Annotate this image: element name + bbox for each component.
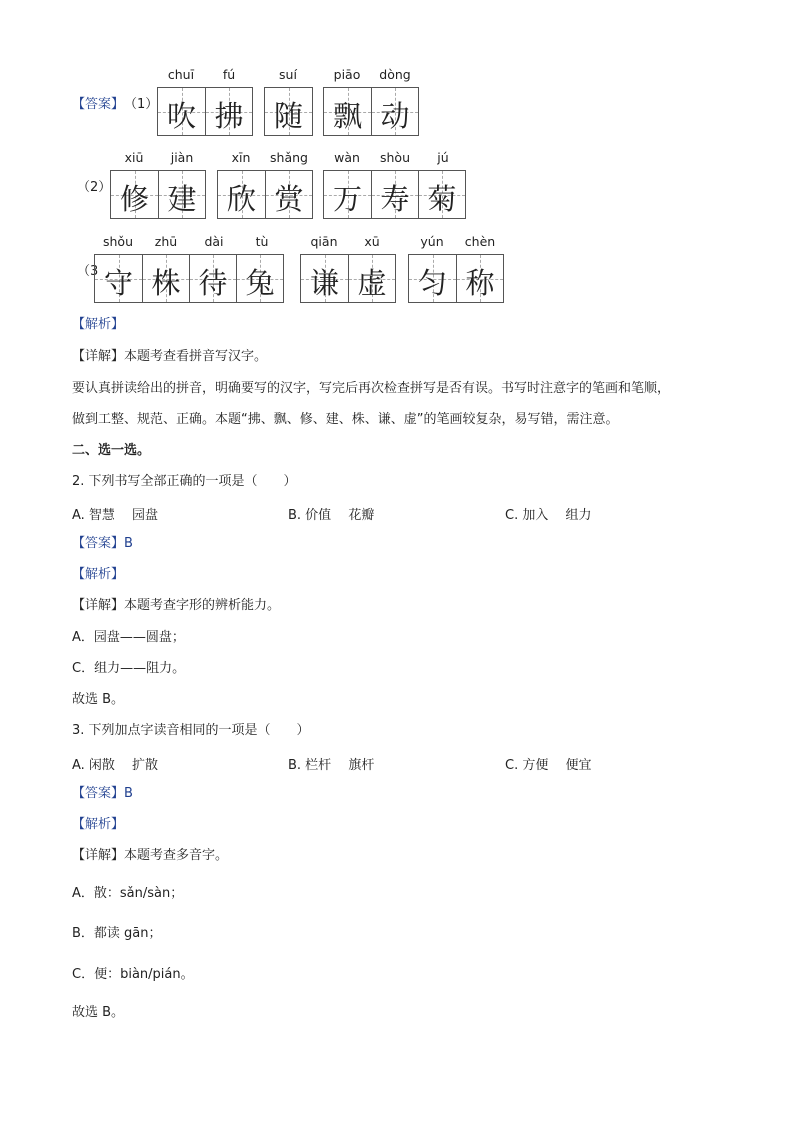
char-cell [371, 171, 418, 218]
char-cell [158, 88, 205, 135]
hanzi: 匀 [417, 266, 447, 300]
q3-conclusion: 故选 B。 [72, 1005, 125, 1020]
pinyin-label: shǒu [102, 234, 133, 249]
char-cell [348, 255, 395, 302]
pinyin-label: dòng [379, 67, 411, 82]
q3-option-a: A. 闲散 扩散 [72, 758, 159, 773]
pinyin-label: jiàn [170, 150, 194, 165]
answer-3: 【答案】B [72, 786, 133, 801]
char-cell [142, 255, 189, 302]
char-cell [95, 255, 142, 302]
q3-option-c: C. 方便 便宜 [505, 758, 592, 773]
hanzi: 建 [167, 182, 197, 216]
pinyin-label: chèn [464, 234, 496, 249]
pinyin-label: shòu [379, 150, 410, 165]
hanzi: 动 [380, 99, 410, 133]
q2-line-1: A．园盘——圆盘； [72, 630, 185, 645]
char-cell [324, 88, 371, 135]
pinyin-label: qiān [310, 234, 338, 249]
char-cell [324, 171, 371, 218]
pinyin-label: suí [279, 67, 297, 82]
q2-option-b: B. 价值 花瓣 [288, 508, 375, 523]
hanzi: 欣 [226, 182, 256, 216]
hanzi: 菊 [427, 182, 457, 216]
hanzi: 待 [198, 266, 228, 300]
paragraph-2: 做到工整、规范、正确。本题“拂、飘、修、建、株、谦、虚”的笔画较复杂，易写错，需注意。 [72, 412, 619, 427]
answer-2: 【答案】B [72, 536, 133, 551]
detail-1: 【详解】本题考查看拼音写汉字。 [72, 349, 268, 364]
q2-conclusion: 故选 B。 [72, 692, 125, 707]
hanzi: 株 [151, 266, 181, 300]
answer-item-number: （2） [77, 180, 112, 195]
hanzi: 称 [465, 266, 495, 300]
word-grid [300, 254, 396, 303]
word-grid [94, 254, 284, 303]
section-title-2: 二、选一选。 [72, 443, 151, 458]
hanzi: 寿 [380, 182, 410, 216]
pinyin-label: shǎng [270, 150, 308, 165]
answer-label-1: 【答案】 [72, 97, 125, 112]
char-cell [418, 171, 465, 218]
question-3: 3. 下列加点字读音相同的一项是（ ） [72, 723, 310, 738]
char-cell [265, 88, 312, 135]
word-grid [408, 254, 504, 303]
hanzi: 随 [273, 99, 303, 133]
word-grid [323, 87, 419, 136]
hanzi: 虚 [357, 266, 387, 300]
word-grid [157, 87, 253, 136]
analysis-label-1: 【解析】 [72, 317, 125, 332]
pinyin-label: zhū [154, 234, 178, 249]
char-cell [218, 171, 265, 218]
pinyin-label: chuī [167, 67, 195, 82]
detail-2: 【详解】本题考查字形的辨析能力。 [72, 598, 281, 613]
word-grid [323, 170, 466, 219]
char-cell [301, 255, 348, 302]
hanzi: 守 [103, 266, 133, 300]
pinyin-label: wàn [334, 150, 360, 165]
pinyin-label: dài [204, 234, 224, 249]
q3-option-b: B. 栏杆 旗杆 [288, 758, 375, 773]
hanzi: 飘 [332, 99, 362, 133]
hanzi: 谦 [309, 266, 339, 300]
q2-option-c: C. 加入 组力 [505, 508, 592, 523]
q3-line-3: C．便：biàn/pián。 [72, 967, 194, 982]
analysis-label-3: 【解析】 [72, 817, 125, 832]
q3-line-1: A．散：sǎn/sàn； [72, 886, 184, 901]
word-grid [264, 87, 313, 136]
detail-3: 【详解】本题考查多音字。 [72, 848, 229, 863]
char-cell [111, 171, 158, 218]
word-grid [110, 170, 206, 219]
answer-item-number: （3 [77, 264, 99, 279]
pinyin-label: yún [420, 234, 444, 249]
answer-item-number: （1） [124, 97, 159, 112]
q2-option-a: A. 智慧 园盘 [72, 508, 159, 523]
hanzi: 万 [332, 182, 362, 216]
hanzi: 赏 [274, 182, 304, 216]
char-cell [158, 171, 205, 218]
char-cell [265, 171, 312, 218]
char-cell [456, 255, 503, 302]
pinyin-label: piāo [333, 67, 361, 82]
word-grid [217, 170, 313, 219]
pinyin-label: xiū [124, 150, 144, 165]
hanzi: 修 [119, 182, 149, 216]
hanzi: 兔 [245, 266, 275, 300]
pinyin-label: fú [222, 67, 236, 82]
q2-line-2: C．组力——阻力。 [72, 661, 186, 676]
q3-line-2: B．都读 gān； [72, 926, 162, 941]
pinyin-label: xū [364, 234, 380, 249]
char-cell [236, 255, 283, 302]
pinyin-label: xīn [231, 150, 251, 165]
char-cell [205, 88, 252, 135]
char-cell [189, 255, 236, 302]
char-cell [371, 88, 418, 135]
question-2: 2. 下列书写全部正确的一项是（ ） [72, 474, 297, 489]
pinyin-label: tù [255, 234, 269, 249]
char-cell [409, 255, 456, 302]
analysis-label-2: 【解析】 [72, 567, 125, 582]
hanzi: 拂 [214, 99, 244, 133]
pinyin-label: jú [437, 150, 449, 165]
paragraph-1: 要认真拼读给出的拼音，明确要写的汉字，写完后再次检查拼写是否有误。书写时注意字的笔画和笔顺， [72, 381, 671, 396]
hanzi: 吹 [166, 99, 196, 133]
